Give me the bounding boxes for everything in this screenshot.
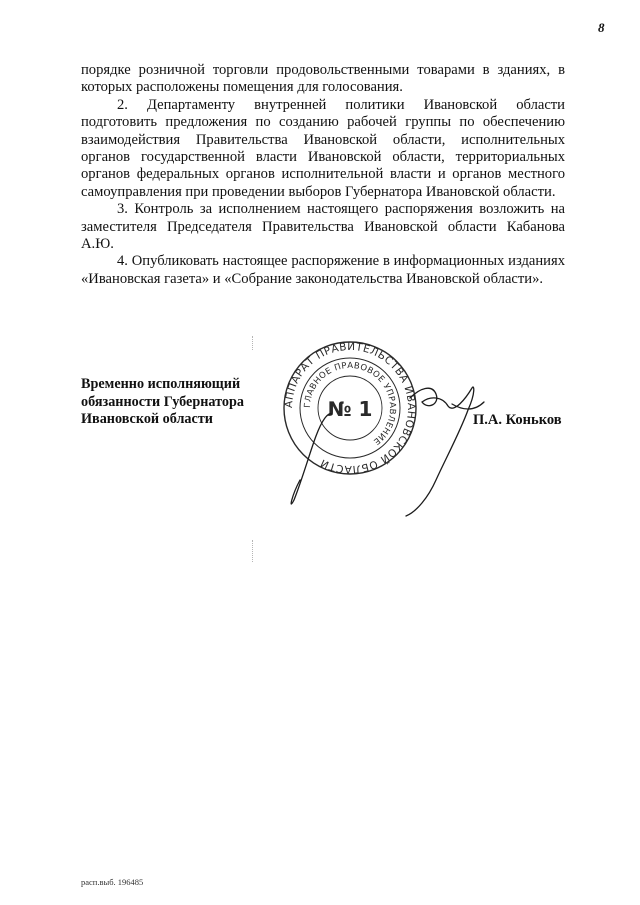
paragraph-3: 3. Контроль за исполнением настоящего распоряжения возложить на заместителя Председателя Правительства Ивановской области Кабанова А.Ю.: [81, 201, 565, 253]
signatory-title-line: обязанности Губернатора: [81, 393, 244, 410]
paragraph-2: 2. Департаменту внутренней политики Ивановской области подготовить предложения по созданию рабочей группы по обеспечению взаимодействия Правительства Ивановской области, исполнительных органов государственной власти Ивановской области, территориальных органов федеральных органов исполнительной власти и органов местного самоуправления при проведении выборов Губернатора Ивановской области.: [81, 96, 565, 200]
paragraph-1-continuation: порядке розничной торговли продовольственными товарами в зданиях, в которых расположены помещения для голосования.: [81, 62, 565, 96]
signatory-name: П.А. Коньков: [473, 412, 562, 428]
page-number: 8: [598, 20, 605, 35]
punch-mark: [252, 336, 253, 350]
seal-center-number: № 1: [327, 397, 373, 421]
footer-code: расп.выб. 196485: [81, 877, 144, 887]
seal-inner-text: ГЛАВНОЕ ПРАВОВОЕ УПРАВЛЕНИЕ: [302, 360, 398, 447]
signatory-title-line: Ивановской области: [81, 411, 213, 427]
seal-and-signature: [270, 340, 490, 525]
paragraph-4: 4. Опубликовать настоящее распоряжение в информационных изданиях «Ивановская газета» и «Собрание законодательства Ивановской области».: [81, 253, 565, 287]
seal-outer-text: АППАРАТ ПРАВИТЕЛЬСТВА ИВАНОВСКОЙ ОБЛАСТИ: [282, 340, 418, 476]
punch-mark: [252, 540, 253, 562]
document-body: [81, 62, 565, 288]
signatory-title-line: Временно исполняющий: [81, 376, 241, 392]
signatory-title: [81, 376, 281, 429]
